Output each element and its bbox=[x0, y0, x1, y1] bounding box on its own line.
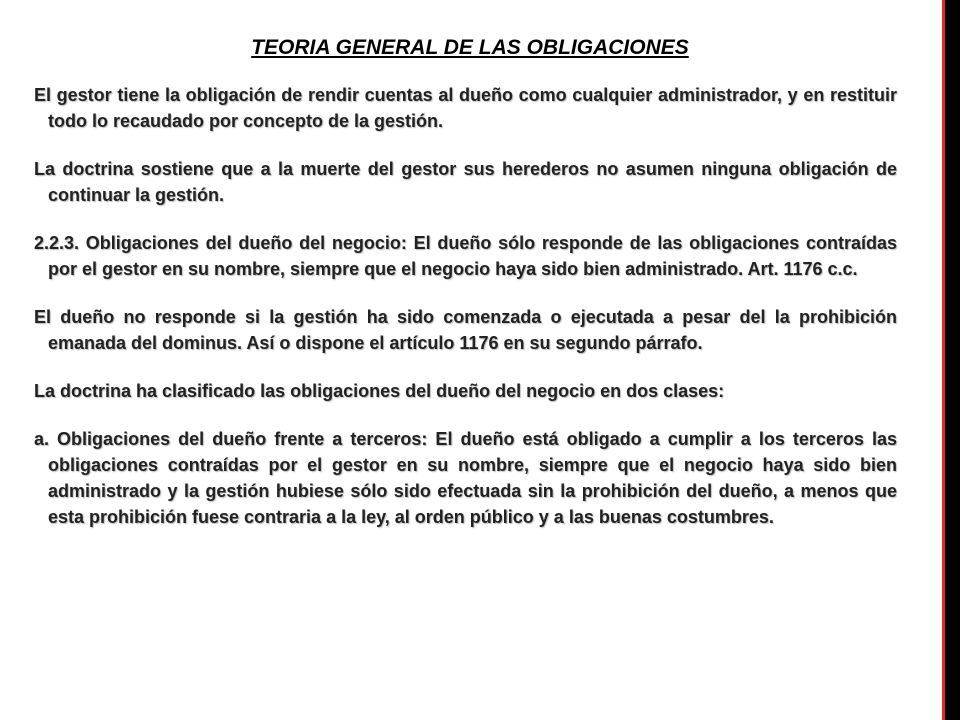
paragraph-doctrina-herederos: La doctrina sostiene que a la muerte del gestor sus herederos no asumen ninguna obligación de continuar la gestión. bbox=[34, 159, 897, 205]
slide-body bbox=[34, 82, 897, 552]
right-accent-black-bar bbox=[945, 0, 960, 720]
paragraph-gestor-cuentas: El gestor tiene la obligación de rendir cuentas al dueño como cualquier administrador, y en restituir todo lo recaudado por concepto de la gestión. bbox=[34, 85, 897, 131]
paragraph-dueno-no-responde: El dueño no responde si la gestión ha sido comenzada o ejecutada a pesar del la prohibición emanada del dominus. Así o dispone el artículo 1176 en su segundo párrafo. bbox=[34, 307, 897, 353]
slide-title: TEORIA GENERAL DE LAS OBLIGACIONES bbox=[251, 36, 689, 59]
paragraph-obligaciones-dueno: 2.2.3. Obligaciones del dueño del negocio: El dueño sólo responde de las obligaciones contraídas por el gestor en su nombre, siempre que el negocio haya sido bien administrado. Art. 1176 c.c. bbox=[34, 233, 897, 279]
paragraph-clasificacion: La doctrina ha clasificado las obligaciones del dueño del negocio en dos clases: bbox=[34, 381, 725, 401]
paragraph-frente-terceros: a. Obligaciones del dueño frente a terceros: El dueño está obligado a cumplir a los terceros las obligaciones contraídas por el gestor en su nombre, siempre que el negocio haya sido bien administrado y la gestión hubiese sólo sido efectuada sin la prohibición del dueño, a menos que esta prohibición fuese contraria a la ley, al orden público y a las buenas costumbres. bbox=[34, 429, 897, 527]
